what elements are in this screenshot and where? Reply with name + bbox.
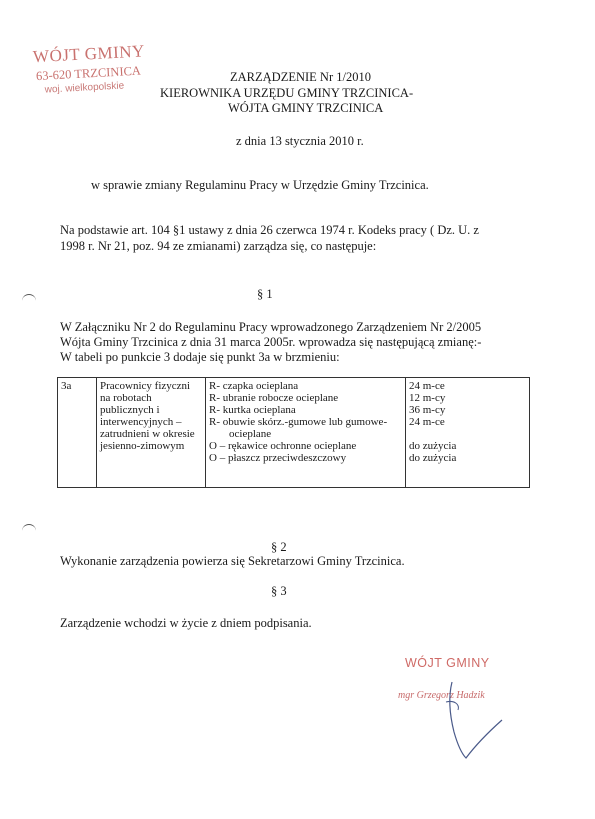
- period-line: 12 m-cy: [409, 392, 446, 404]
- signer-name: mgr Grzegorz Hadzik: [398, 690, 485, 701]
- section-1-line-1: W Załączniku Nr 2 do Regulaminu Pracy wprowadzonego Zarządzeniem Nr 2/2005: [60, 320, 482, 334]
- item-line: R- obuwie skórz.-gumowe lub gumowe-: [209, 416, 388, 428]
- section-2-heading: § 2: [271, 540, 287, 554]
- signature-title: WÓJT GMINY: [405, 656, 490, 670]
- group-line: jesienno-zimowym: [100, 440, 185, 452]
- item-line: O – rękawice ochronne ocieplane: [209, 440, 357, 452]
- group-line: Pracownicy fizyczni: [100, 380, 191, 392]
- period-line: do zużycia: [409, 440, 457, 452]
- clothing-table: [57, 377, 530, 488]
- punch-mark: [22, 294, 36, 301]
- issuer-line-2: WÓJTA GMINY TRZCINICA: [228, 101, 384, 115]
- subject-line: w sprawie zmiany Regulaminu Pracy w Urzędzie Gminy Trzcinica.: [91, 178, 429, 192]
- stamp-address: 63-620 TRZCINICA: [35, 63, 142, 84]
- section-2-text: Wykonanie zarządzenia powierza się Sekretarzowi Gminy Trzcinica.: [60, 554, 405, 568]
- stamp-region: woj. wielkopolskie: [44, 80, 125, 96]
- section-1-line-2: Wójta Gminy Trzcinica z dnia 31 marca 2005r. wprowadza się następującą zmianę:-: [60, 335, 482, 349]
- legal-basis-line-1: Na podstawie art. 104 §1 ustawy z dnia 26 czerwca 1974 r. Kodeks pracy ( Dz. U. z: [60, 223, 479, 237]
- document-date: z dnia 13 stycznia 2010 r.: [236, 134, 364, 148]
- table-row: [58, 378, 530, 488]
- period-line: [409, 428, 526, 440]
- group-line: publicznych i: [100, 404, 160, 416]
- item-line: R- kurtka ocieplana: [209, 404, 296, 416]
- punch-mark: [22, 524, 36, 531]
- group-line: na robotach: [100, 392, 152, 404]
- issuer-line-1: KIEROWNIKA URZĘDU GMINY TRZCINICA-: [160, 86, 414, 100]
- row-number-cell: [58, 378, 97, 488]
- period-line: 24 m-ce: [409, 380, 445, 392]
- row-number: 3a: [61, 380, 72, 392]
- group-line: zatrudnieni w okresie: [100, 428, 195, 440]
- worker-group-cell: [97, 378, 206, 488]
- section-3-text: Zarządzenie wchodzi w życie z dniem podpisania.: [60, 616, 312, 630]
- period-line: do zużycia: [409, 452, 457, 464]
- official-stamp: [29, 41, 162, 108]
- period-line: 36 m-cy: [409, 404, 446, 416]
- item-line: R- czapka ocieplana: [209, 380, 299, 392]
- legal-basis-line-2: 1998 r. Nr 21, poz. 94 ze zmianami) zarządza się, co następuje:: [60, 239, 377, 253]
- handwritten-signature: [440, 680, 510, 760]
- section-1-heading: § 1: [257, 287, 273, 301]
- group-line: interwencyjnych –: [100, 416, 182, 428]
- period-cell: [406, 378, 530, 488]
- item-line: O – płaszcz przeciwdeszczowy: [209, 452, 347, 464]
- period-line: 24 m-ce: [409, 416, 445, 428]
- items-cell: [206, 378, 406, 488]
- section-3-heading: § 3: [271, 584, 287, 598]
- document-title: ZARZĄDZENIE Nr 1/2010: [230, 70, 371, 84]
- stamp-title: WÓJT GMINY: [32, 41, 146, 67]
- item-line: ocieplane: [229, 428, 272, 440]
- section-1-line-3: W tabeli po punkcie 3 dodaje się punkt 3a w brzmieniu:: [60, 350, 340, 364]
- item-line: R- ubranie robocze ocieplane: [209, 392, 339, 404]
